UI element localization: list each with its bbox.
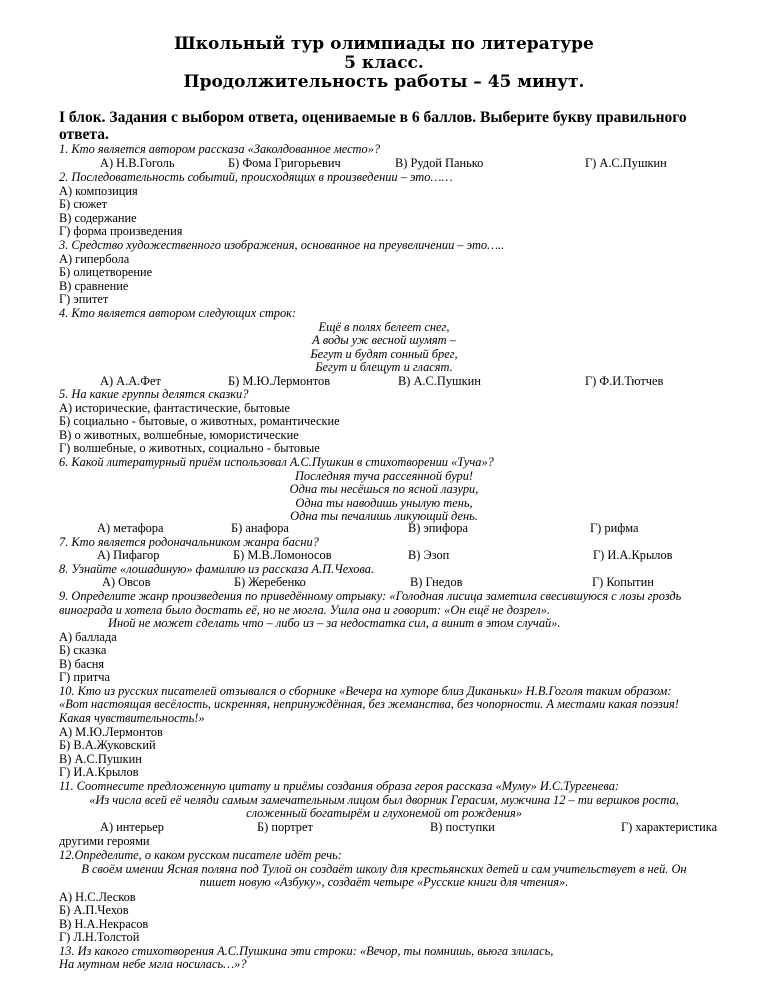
question-7: 7. Кто является родоначальником жанра басни? xyxy=(59,535,319,549)
q11-option-d: Г) характеристика xyxy=(621,820,718,834)
q11-option-a: А) интерьер xyxy=(100,820,164,834)
title-line-3: Продолжительность работы – 45 минут. xyxy=(183,72,585,92)
q1-option-d: Г) А.С.Пушкин xyxy=(585,156,667,170)
q8-option-a: А) Овсов xyxy=(102,575,151,589)
q7-option-c: В) Эзоп xyxy=(408,548,450,562)
q12-option-a: А) Н.С.Лесков xyxy=(59,890,136,904)
q1-option-a: А) Н.В.Гоголь xyxy=(100,156,175,170)
q7-option-a: А) Пифагор xyxy=(97,548,160,562)
q2-option-c: В) содержание xyxy=(59,211,137,225)
q3-option-c: В) сравнение xyxy=(59,279,129,293)
q2-option-d: Г) форма произведения xyxy=(59,224,183,238)
q3-option-d: Г) эпитет xyxy=(59,292,109,306)
q10-option-d: Г) И.А.Крылов xyxy=(59,765,139,779)
question-5: 5. На какие группы делятся сказки? xyxy=(59,387,249,401)
question-8: 8. Узнайте «лошадиную» фамилию из рассказа А.П.Чехова. xyxy=(59,562,375,576)
q3-option-b: Б) олицетворение xyxy=(59,265,153,279)
q4-poem-line-4: Бегут и блещут и гласят. xyxy=(315,360,453,374)
q12-quote-line-1: В своём имении Ясная поляна под Тулой он создаёт школу для крестьянских детей и сам учительствует в ней. Он xyxy=(81,862,687,876)
q4-option-b: Б) М.Ю.Лермонтов xyxy=(228,374,331,388)
question-4: 4. Кто является автором следующих строк: xyxy=(59,306,297,320)
q6-poem-line-4: Одна ты печалишь ликующий день. xyxy=(290,509,478,523)
q11-option-d-wrap: другими героями xyxy=(59,834,150,848)
title-line-1: Школьный тур олимпиады по литературе xyxy=(174,34,594,54)
q7-option-d: Г) И.А.Крылов xyxy=(593,548,673,562)
q8-option-c: В) Гнедов xyxy=(410,575,463,589)
question-9-line-1: 9. Определите жанр произведения по приведённому отрывку: «Голодная лисица заметила свесившуюся с лозы гроздь xyxy=(59,589,682,603)
question-10-line-2: «Вот настоящая весёлость, искренняя, непринуждённая, без жеманства, без чопорности. А местами какая поэзия! xyxy=(59,697,679,711)
question-13-line-2: На мутном небе мгла носилась…»? xyxy=(59,957,247,971)
block-heading-2: ответа. xyxy=(59,126,109,143)
q5-option-a: А) исторические, фантастические, бытовые xyxy=(59,401,290,415)
question-2: 2. Последовательность событий, происходящих в произведении – это…… xyxy=(59,170,453,184)
q11-quote-line-1: «Из числа всей её челяди самым замечательным лицом был дворник Герасим, мужчина 12 – ти вершков роста, xyxy=(89,793,679,807)
question-12: 12.Определите, о каком русском писателе идёт речь: xyxy=(59,848,342,862)
q9-option-c: В) басня xyxy=(59,657,105,671)
q8-option-d: Г) Копытин xyxy=(592,575,654,589)
q1-option-c: В) Рудой Панько xyxy=(395,156,484,170)
question-9-line-3: Иной не может сделать что – либо из – за недостатка сил, а винит в этом случай». xyxy=(108,616,561,630)
q6-option-c: В) эпифора xyxy=(408,521,468,535)
q12-option-b: Б) А.П.Чехов xyxy=(59,903,129,917)
q6-option-b: Б) анафора xyxy=(231,521,289,535)
q4-option-c: В) А.С.Пушкин xyxy=(398,374,481,388)
q4-option-a: А) А.А.Фет xyxy=(100,374,161,388)
q9-option-d: Г) притча xyxy=(59,670,110,684)
q2-option-b: Б) сюжет xyxy=(59,197,108,211)
question-10-line-1: 10. Кто из русских писателей отзывался о сборнике «Вечера на хуторе близ Диканьки» Н.В.Гоголя таким образом: xyxy=(59,684,672,698)
q12-option-d: Г) Л.Н.Толстой xyxy=(59,930,140,944)
block-heading-1: I блок. Задания с выбором ответа, оцениваемые в 6 баллов. Выберите букву правильного xyxy=(59,109,687,126)
q12-quote-line-2: пишет новую «Азбуку», создаёт четыре «Русские книги для чтения». xyxy=(199,875,569,889)
q1-option-b: Б) Фома Григорьевич xyxy=(228,156,341,170)
title-line-2: 5 класс. xyxy=(344,53,424,73)
question-3: 3. Средство художественного изображения, основанное на преувеличении – это….. xyxy=(59,238,505,252)
q8-option-b: Б) Жеребенко xyxy=(234,575,306,589)
question-6: 6. Какой литературный приём использовал А.С.Пушкин в стихотворении «Туча»? xyxy=(59,455,494,469)
q10-option-a: А) М.Ю.Лермонтов xyxy=(59,725,163,739)
q7-option-b: Б) М.В.Ломоносов xyxy=(233,548,332,562)
q4-poem-line-1: Ещё в полях белеет снег, xyxy=(318,320,450,334)
question-10-line-3: Какая чувствительность!» xyxy=(59,711,205,725)
q11-quote-line-2: сложенный богатырём и глухонемой от рождения» xyxy=(246,806,522,820)
q6-poem-line-2: Одна ты несёшься по ясной лазури, xyxy=(289,482,479,496)
q3-option-a: А) гипербола xyxy=(59,252,130,266)
q2-option-a: А) композиция xyxy=(59,184,138,198)
q10-option-b: Б) В.А.Жуковский xyxy=(59,738,156,752)
q10-option-c: В) А.С.Пушкин xyxy=(59,752,142,766)
q12-option-c: В) Н.А.Некрасов xyxy=(59,917,149,931)
q4-option-d: Г) Ф.И.Тютчев xyxy=(585,374,664,388)
question-9-line-2: винограда и хотела было достать её, но не могла. Ушла она и говорит: «Он ещё не дозрел». xyxy=(59,603,550,617)
question-1: 1. Кто является автором рассказа «Заколдованное место»? xyxy=(59,142,381,156)
q6-poem-line-1: Последняя туча рассеянной бури! xyxy=(294,469,474,483)
q6-option-d: Г) рифма xyxy=(590,521,639,535)
question-11: 11. Соотнесите предложенную цитату и приёмы создания образа героя рассказа «Муму» И.С.Тургенева: xyxy=(59,779,620,793)
q5-option-c: В) о животных, волшебные, юмористические xyxy=(59,428,299,442)
question-13-line-1: 13. Из какого стихотворения А.С.Пушкина эти строки: «Вечор, ты помнишь, вьюга злилась, xyxy=(59,944,554,958)
q6-option-a: А) метафора xyxy=(97,521,164,535)
q6-poem-line-3: Одна ты наводишь унылую тень, xyxy=(295,496,473,510)
q9-option-a: А) баллада xyxy=(59,630,117,644)
q4-poem-line-2: А воды уж весной шумят – xyxy=(312,333,456,347)
q4-poem-line-3: Бегут и будят сонный брег, xyxy=(310,347,458,361)
q5-option-b: Б) социально - бытовые, о животных, романтические xyxy=(59,414,340,428)
q11-option-c: В) поступки xyxy=(430,820,495,834)
q11-option-b: Б) портрет xyxy=(257,820,313,834)
q9-option-b: Б) сказка xyxy=(59,643,107,657)
q5-option-d: Г) волшебные, о животных, социально - бытовые xyxy=(59,441,320,455)
